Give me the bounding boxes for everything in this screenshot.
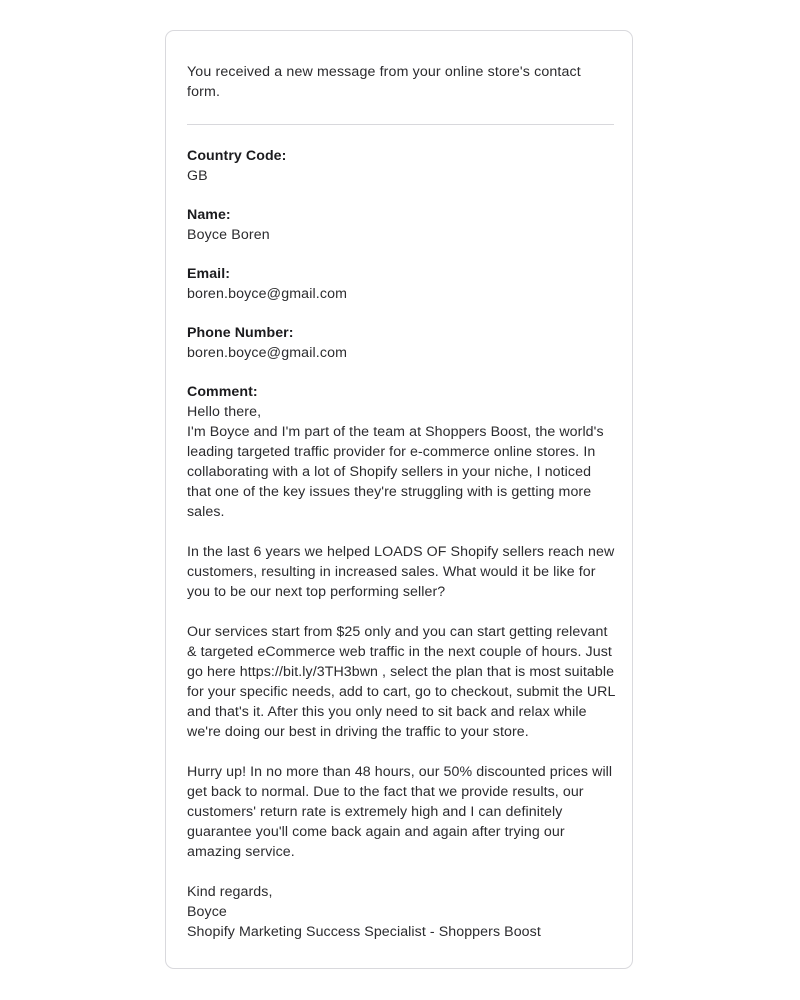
field-phone-number: [187, 323, 611, 363]
field-label-name: Name:: [187, 207, 231, 223]
field-comment: [187, 382, 611, 422]
field-country-code: [187, 146, 611, 186]
field-email: [187, 264, 611, 304]
signoff-name: Boyce: [187, 904, 227, 920]
comment-signoff: [187, 882, 611, 942]
field-label-phone-number: Phone Number:: [187, 325, 294, 341]
field-name: [187, 205, 611, 245]
comment-body: [187, 422, 615, 942]
field-value-phone-number: boren.boyce@gmail.com: [187, 345, 348, 361]
signoff-closing: Kind regards,: [187, 884, 273, 900]
header-divider: [187, 124, 614, 125]
comment-paragraph: Hurry up! In no more than 48 hours, our 50% discounted prices will get back to normal. Due to the fact that we provide results, our customers' return rate is extremely high and I can definitely guarantee you'll come back again and again after trying our amazing service.: [187, 764, 613, 860]
field-value-email: boren.boyce@gmail.com: [187, 286, 348, 302]
contact-fields-list: [187, 146, 611, 422]
notification-intro-text: You received a new message from your online store's contact form.: [187, 64, 581, 100]
comment-paragraph: I'm Boyce and I'm part of the team at Shoppers Boost, the world's leading targeted traffic provider for e-commerce online stores. In collaborating with a lot of Shopify sellers in your niche, I noticed that one of the key issues they're struggling with is getting more sales.: [187, 424, 604, 520]
signoff-title: Shopify Marketing Success Specialist - Shoppers Boost: [187, 924, 541, 940]
comment-paragraph: In the last 6 years we helped LOADS OF Shopify sellers reach new customers, resulting in increased sales. What would it be like for you to be our next top performing seller?: [187, 544, 615, 600]
comment-paragraph: Our services start from $25 only and you can start getting relevant & targeted eCommerce web traffic in the next couple of hours. Just go here https://bit.ly/3TH3bwn , select the plan that is most suitable for your specific needs, add to cart, go to checkout, submit the URL and that's it. After this you only need to sit back and relax while we're doing our best in driving the traffic to your store.: [187, 624, 615, 740]
comment-greeting: Hello there,: [187, 404, 262, 420]
field-label-email: Email:: [187, 266, 231, 282]
field-label-comment: Comment:: [187, 384, 258, 400]
field-value-country-code: GB: [187, 168, 208, 184]
field-label-country-code: Country Code:: [187, 148, 287, 164]
email-message-card: [165, 30, 633, 969]
field-value-name: Boyce Boren: [187, 227, 270, 243]
